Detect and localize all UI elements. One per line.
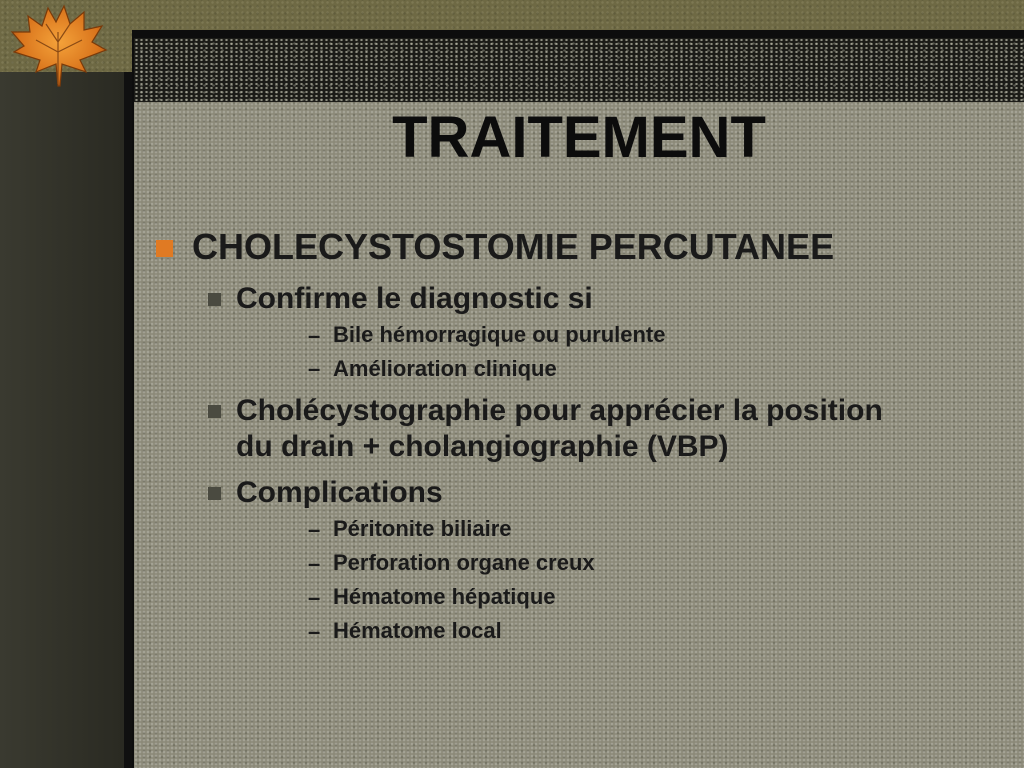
bullet-orange-square [156, 240, 173, 257]
slide-content [134, 38, 1024, 768]
bullet-grey-square [208, 405, 221, 418]
dash-marker: – [308, 517, 321, 542]
bullet-grey-square [208, 487, 221, 500]
level1-heading: CHOLECYSTOSTOMIE PERCUTANEE [192, 226, 835, 267]
sublist-item-hematome-local: Hématome local [333, 618, 502, 643]
list-item-cholecystographie-line1: Cholécystographie pour apprécier la position [236, 394, 883, 427]
dash-marker: – [308, 585, 321, 610]
dash-marker: – [308, 619, 321, 644]
slide-panel [132, 30, 1024, 768]
bullet-grey-square [208, 293, 221, 306]
dash-marker: – [308, 356, 321, 381]
sublist-item-perforation: Perforation organe creux [333, 550, 595, 575]
left-decorative-band [0, 72, 132, 768]
list-item-complications: Complications [236, 476, 443, 509]
sublist-item-amelioration: Amélioration clinique [333, 356, 557, 381]
dash-marker: – [308, 551, 321, 576]
maple-leaf-icon [6, 2, 110, 90]
dash-marker: – [308, 323, 321, 348]
list-item-cholecystographie-line2: du drain + cholangiographie (VBP) [236, 430, 729, 463]
sublist-item-hematome-hepatique: Hématome hépatique [333, 584, 556, 609]
sublist-item-bile: Bile hémorragique ou purulente [333, 322, 666, 347]
sublist-item-peritonite: Péritonite biliaire [333, 516, 512, 541]
slide-title: TRAITEMENT [392, 105, 766, 170]
list-item-confirme: Confirme le diagnostic si [236, 282, 593, 315]
